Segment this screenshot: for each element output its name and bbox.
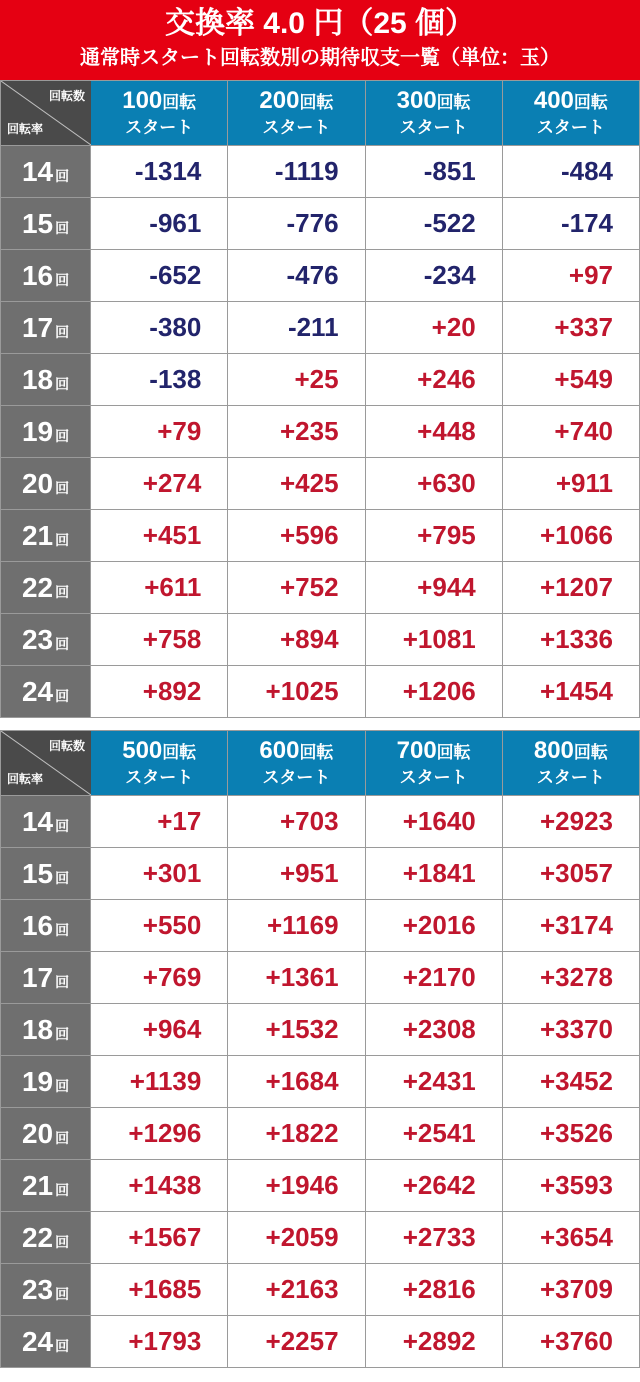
row-rate: 18 bbox=[21, 363, 54, 395]
value-cell: +3709 bbox=[502, 1264, 639, 1316]
table-row bbox=[1, 458, 640, 510]
column-header bbox=[365, 81, 502, 146]
value-cell: +246 bbox=[365, 354, 502, 406]
value-cell: -652 bbox=[91, 250, 228, 302]
value-cell: -380 bbox=[91, 302, 228, 354]
value-cell: +3654 bbox=[502, 1212, 639, 1264]
column-start-label: スタート bbox=[399, 768, 468, 787]
row-header bbox=[1, 1160, 91, 1212]
row-rate: 14 bbox=[21, 155, 54, 187]
column-start-label: スタート bbox=[125, 118, 194, 137]
column-spin-unit: 回転 bbox=[162, 93, 197, 112]
row-rate: 21 bbox=[21, 1169, 54, 1201]
column-spin-count: 600 bbox=[259, 737, 300, 764]
table-row bbox=[1, 614, 640, 666]
row-header bbox=[1, 562, 91, 614]
value-cell: +3760 bbox=[502, 1316, 639, 1368]
corner-cell bbox=[1, 731, 91, 796]
row-unit: 回 bbox=[55, 1129, 70, 1146]
value-cell: +274 bbox=[91, 458, 228, 510]
row-unit: 回 bbox=[55, 1181, 70, 1198]
value-cell: +549 bbox=[502, 354, 639, 406]
column-header bbox=[365, 731, 502, 796]
column-header bbox=[228, 731, 365, 796]
row-header bbox=[1, 1316, 91, 1368]
value-cell: +2541 bbox=[365, 1108, 502, 1160]
value-cell: +25 bbox=[228, 354, 365, 406]
row-header bbox=[1, 1108, 91, 1160]
row-rate: 20 bbox=[21, 1117, 54, 1149]
row-unit: 回 bbox=[55, 687, 70, 704]
row-unit: 回 bbox=[55, 1337, 70, 1354]
value-cell: -776 bbox=[228, 198, 365, 250]
value-cell: +3278 bbox=[502, 952, 639, 1004]
table-row bbox=[1, 198, 640, 250]
row-rate: 23 bbox=[21, 1273, 54, 1305]
row-rate: 20 bbox=[21, 467, 54, 499]
table-row bbox=[1, 146, 640, 198]
row-header bbox=[1, 848, 91, 900]
column-spin-unit: 回転 bbox=[436, 743, 471, 762]
value-cell: +892 bbox=[91, 666, 228, 718]
column-spin-unit: 回転 bbox=[573, 93, 608, 112]
row-rate: 21 bbox=[21, 519, 54, 551]
value-cell: +1139 bbox=[91, 1056, 228, 1108]
table-row bbox=[1, 900, 640, 952]
value-cell: +740 bbox=[502, 406, 639, 458]
value-cell: -174 bbox=[502, 198, 639, 250]
table-row bbox=[1, 1264, 640, 1316]
column-spin-count: 400 bbox=[533, 87, 574, 114]
row-rate: 14 bbox=[21, 805, 54, 837]
value-cell: +3452 bbox=[502, 1056, 639, 1108]
value-cell: +1841 bbox=[365, 848, 502, 900]
table-row bbox=[1, 848, 640, 900]
value-cell: -484 bbox=[502, 146, 639, 198]
value-cell: +1640 bbox=[365, 796, 502, 848]
table-row bbox=[1, 796, 640, 848]
row-unit: 回 bbox=[55, 479, 70, 496]
value-cell: +1822 bbox=[228, 1108, 365, 1160]
value-cell: +337 bbox=[502, 302, 639, 354]
table-row bbox=[1, 302, 640, 354]
row-unit: 回 bbox=[55, 583, 70, 600]
row-unit: 回 bbox=[55, 375, 70, 392]
row-header bbox=[1, 406, 91, 458]
column-spin-count: 200 bbox=[259, 87, 300, 114]
table-row bbox=[1, 952, 640, 1004]
column-spin-count: 300 bbox=[396, 87, 437, 114]
row-unit: 回 bbox=[55, 167, 70, 184]
row-unit: 回 bbox=[55, 921, 70, 938]
value-cell: -1119 bbox=[228, 146, 365, 198]
column-spin-unit: 回転 bbox=[573, 743, 608, 762]
value-cell: +2923 bbox=[502, 796, 639, 848]
row-unit: 回 bbox=[55, 427, 70, 444]
value-cell: +97 bbox=[502, 250, 639, 302]
column-spin-count: 800 bbox=[533, 737, 574, 764]
value-cell: +301 bbox=[91, 848, 228, 900]
value-cell: +20 bbox=[365, 302, 502, 354]
row-unit: 回 bbox=[55, 219, 70, 236]
corner-label-spins: 回転数 bbox=[48, 89, 85, 103]
row-unit: 回 bbox=[55, 271, 70, 288]
table-row bbox=[1, 1316, 640, 1368]
value-cell: +2308 bbox=[365, 1004, 502, 1056]
value-cell: +1361 bbox=[228, 952, 365, 1004]
value-cell: +17 bbox=[91, 796, 228, 848]
value-cell: +2816 bbox=[365, 1264, 502, 1316]
table-row bbox=[1, 562, 640, 614]
table-row bbox=[1, 406, 640, 458]
corner-label-spins: 回転数 bbox=[48, 739, 85, 753]
row-rate: 17 bbox=[21, 961, 54, 993]
row-header bbox=[1, 354, 91, 406]
row-unit: 回 bbox=[55, 1077, 70, 1094]
value-cell: +2257 bbox=[228, 1316, 365, 1368]
table-row bbox=[1, 1212, 640, 1264]
value-cell: +448 bbox=[365, 406, 502, 458]
value-cell: +451 bbox=[91, 510, 228, 562]
column-header bbox=[502, 731, 639, 796]
value-cell: +1066 bbox=[502, 510, 639, 562]
row-rate: 24 bbox=[21, 1325, 54, 1357]
column-start-label: スタート bbox=[262, 118, 331, 137]
column-start-label: スタート bbox=[262, 768, 331, 787]
column-spin-unit: 回転 bbox=[299, 743, 334, 762]
column-spin-count: 700 bbox=[396, 737, 437, 764]
value-cell: -138 bbox=[91, 354, 228, 406]
value-cell: -234 bbox=[365, 250, 502, 302]
row-unit: 回 bbox=[55, 1233, 70, 1250]
row-unit: 回 bbox=[55, 973, 70, 990]
row-rate: 15 bbox=[21, 857, 54, 889]
value-cell: +550 bbox=[91, 900, 228, 952]
value-cell: +3057 bbox=[502, 848, 639, 900]
expected-value-table-1 bbox=[0, 80, 640, 718]
row-rate: 17 bbox=[21, 311, 54, 343]
value-cell: +425 bbox=[228, 458, 365, 510]
corner-label-rate: 回転率 bbox=[7, 122, 44, 136]
value-cell: +944 bbox=[365, 562, 502, 614]
value-cell: +1793 bbox=[91, 1316, 228, 1368]
table-row bbox=[1, 250, 640, 302]
value-cell: +1169 bbox=[228, 900, 365, 952]
value-cell: +1206 bbox=[365, 666, 502, 718]
row-header bbox=[1, 614, 91, 666]
value-cell: +79 bbox=[91, 406, 228, 458]
value-cell: +1685 bbox=[91, 1264, 228, 1316]
row-rate: 22 bbox=[21, 1221, 54, 1253]
value-cell: +703 bbox=[228, 796, 365, 848]
corner-cell bbox=[1, 81, 91, 146]
row-unit: 回 bbox=[55, 869, 70, 886]
page-header bbox=[0, 0, 640, 80]
table-header-row bbox=[1, 81, 640, 146]
value-cell: -522 bbox=[365, 198, 502, 250]
row-header bbox=[1, 458, 91, 510]
table-header-row bbox=[1, 731, 640, 796]
row-rate: 16 bbox=[21, 259, 54, 291]
value-cell: -1314 bbox=[91, 146, 228, 198]
column-spin-unit: 回転 bbox=[436, 93, 471, 112]
value-cell: +1207 bbox=[502, 562, 639, 614]
corner-label-rate: 回転率 bbox=[7, 772, 44, 786]
page-subtitle: 通常時スタート回転数別の期待収支一覧（単位：玉） bbox=[80, 47, 560, 69]
column-spin-count: 100 bbox=[122, 87, 163, 114]
value-cell: +3174 bbox=[502, 900, 639, 952]
row-header bbox=[1, 146, 91, 198]
table-row bbox=[1, 1004, 640, 1056]
row-header bbox=[1, 510, 91, 562]
row-header bbox=[1, 900, 91, 952]
column-start-label: スタート bbox=[399, 118, 468, 137]
value-cell: +2016 bbox=[365, 900, 502, 952]
expected-value-table-2 bbox=[0, 730, 640, 1368]
table-row bbox=[1, 1108, 640, 1160]
value-cell: +3370 bbox=[502, 1004, 639, 1056]
value-cell: +2163 bbox=[228, 1264, 365, 1316]
value-cell: +752 bbox=[228, 562, 365, 614]
column-start-label: スタート bbox=[536, 118, 605, 137]
row-header bbox=[1, 796, 91, 848]
column-spin-unit: 回転 bbox=[162, 743, 197, 762]
column-header bbox=[91, 731, 228, 796]
row-unit: 回 bbox=[55, 635, 70, 652]
value-cell: +1532 bbox=[228, 1004, 365, 1056]
row-rate: 24 bbox=[21, 675, 54, 707]
row-rate: 19 bbox=[21, 1065, 54, 1097]
value-cell: -476 bbox=[228, 250, 365, 302]
table-row bbox=[1, 1160, 640, 1212]
row-unit: 回 bbox=[55, 1025, 70, 1042]
column-spin-unit: 回転 bbox=[299, 93, 334, 112]
value-cell: +1567 bbox=[91, 1212, 228, 1264]
row-rate: 22 bbox=[21, 571, 54, 603]
row-header bbox=[1, 666, 91, 718]
row-header bbox=[1, 1004, 91, 1056]
value-cell: +964 bbox=[91, 1004, 228, 1056]
table-row bbox=[1, 354, 640, 406]
row-unit: 回 bbox=[55, 817, 70, 834]
row-unit: 回 bbox=[55, 323, 70, 340]
row-rate: 23 bbox=[21, 623, 54, 655]
value-cell: +758 bbox=[91, 614, 228, 666]
value-cell: -851 bbox=[365, 146, 502, 198]
value-cell: +894 bbox=[228, 614, 365, 666]
value-cell: +2733 bbox=[365, 1212, 502, 1264]
column-spin-count: 500 bbox=[122, 737, 163, 764]
value-cell: +1296 bbox=[91, 1108, 228, 1160]
value-cell: +1081 bbox=[365, 614, 502, 666]
value-cell: -211 bbox=[228, 302, 365, 354]
row-header bbox=[1, 250, 91, 302]
value-cell: +1684 bbox=[228, 1056, 365, 1108]
value-cell: +2431 bbox=[365, 1056, 502, 1108]
value-cell: +1438 bbox=[91, 1160, 228, 1212]
value-cell: +951 bbox=[228, 848, 365, 900]
column-header bbox=[228, 81, 365, 146]
column-start-label: スタート bbox=[125, 768, 194, 787]
value-cell: +2892 bbox=[365, 1316, 502, 1368]
page-title: 交換率 4.0 円（25 個） bbox=[164, 7, 476, 40]
row-rate: 18 bbox=[21, 1013, 54, 1045]
row-unit: 回 bbox=[55, 531, 70, 548]
row-rate: 16 bbox=[21, 909, 54, 941]
value-cell: +235 bbox=[228, 406, 365, 458]
value-cell: +769 bbox=[91, 952, 228, 1004]
row-unit: 回 bbox=[55, 1285, 70, 1302]
column-start-label: スタート bbox=[536, 768, 605, 787]
row-header bbox=[1, 1212, 91, 1264]
value-cell: +2642 bbox=[365, 1160, 502, 1212]
row-rate: 19 bbox=[21, 415, 54, 447]
value-cell: +1336 bbox=[502, 614, 639, 666]
value-cell: +2059 bbox=[228, 1212, 365, 1264]
value-cell: +1454 bbox=[502, 666, 639, 718]
value-cell: +795 bbox=[365, 510, 502, 562]
value-cell: +611 bbox=[91, 562, 228, 614]
value-cell: +596 bbox=[228, 510, 365, 562]
row-header bbox=[1, 198, 91, 250]
table-row bbox=[1, 510, 640, 562]
column-header bbox=[502, 81, 639, 146]
value-cell: +911 bbox=[502, 458, 639, 510]
value-cell: +3526 bbox=[502, 1108, 639, 1160]
value-cell: +630 bbox=[365, 458, 502, 510]
value-cell: +1946 bbox=[228, 1160, 365, 1212]
row-header bbox=[1, 1264, 91, 1316]
table-row bbox=[1, 1056, 640, 1108]
row-header bbox=[1, 952, 91, 1004]
row-header bbox=[1, 302, 91, 354]
table-row bbox=[1, 666, 640, 718]
value-cell: +3593 bbox=[502, 1160, 639, 1212]
value-cell: +1025 bbox=[228, 666, 365, 718]
value-cell: +2170 bbox=[365, 952, 502, 1004]
row-header bbox=[1, 1056, 91, 1108]
row-rate: 15 bbox=[21, 207, 54, 239]
column-header bbox=[91, 81, 228, 146]
value-cell: -961 bbox=[91, 198, 228, 250]
